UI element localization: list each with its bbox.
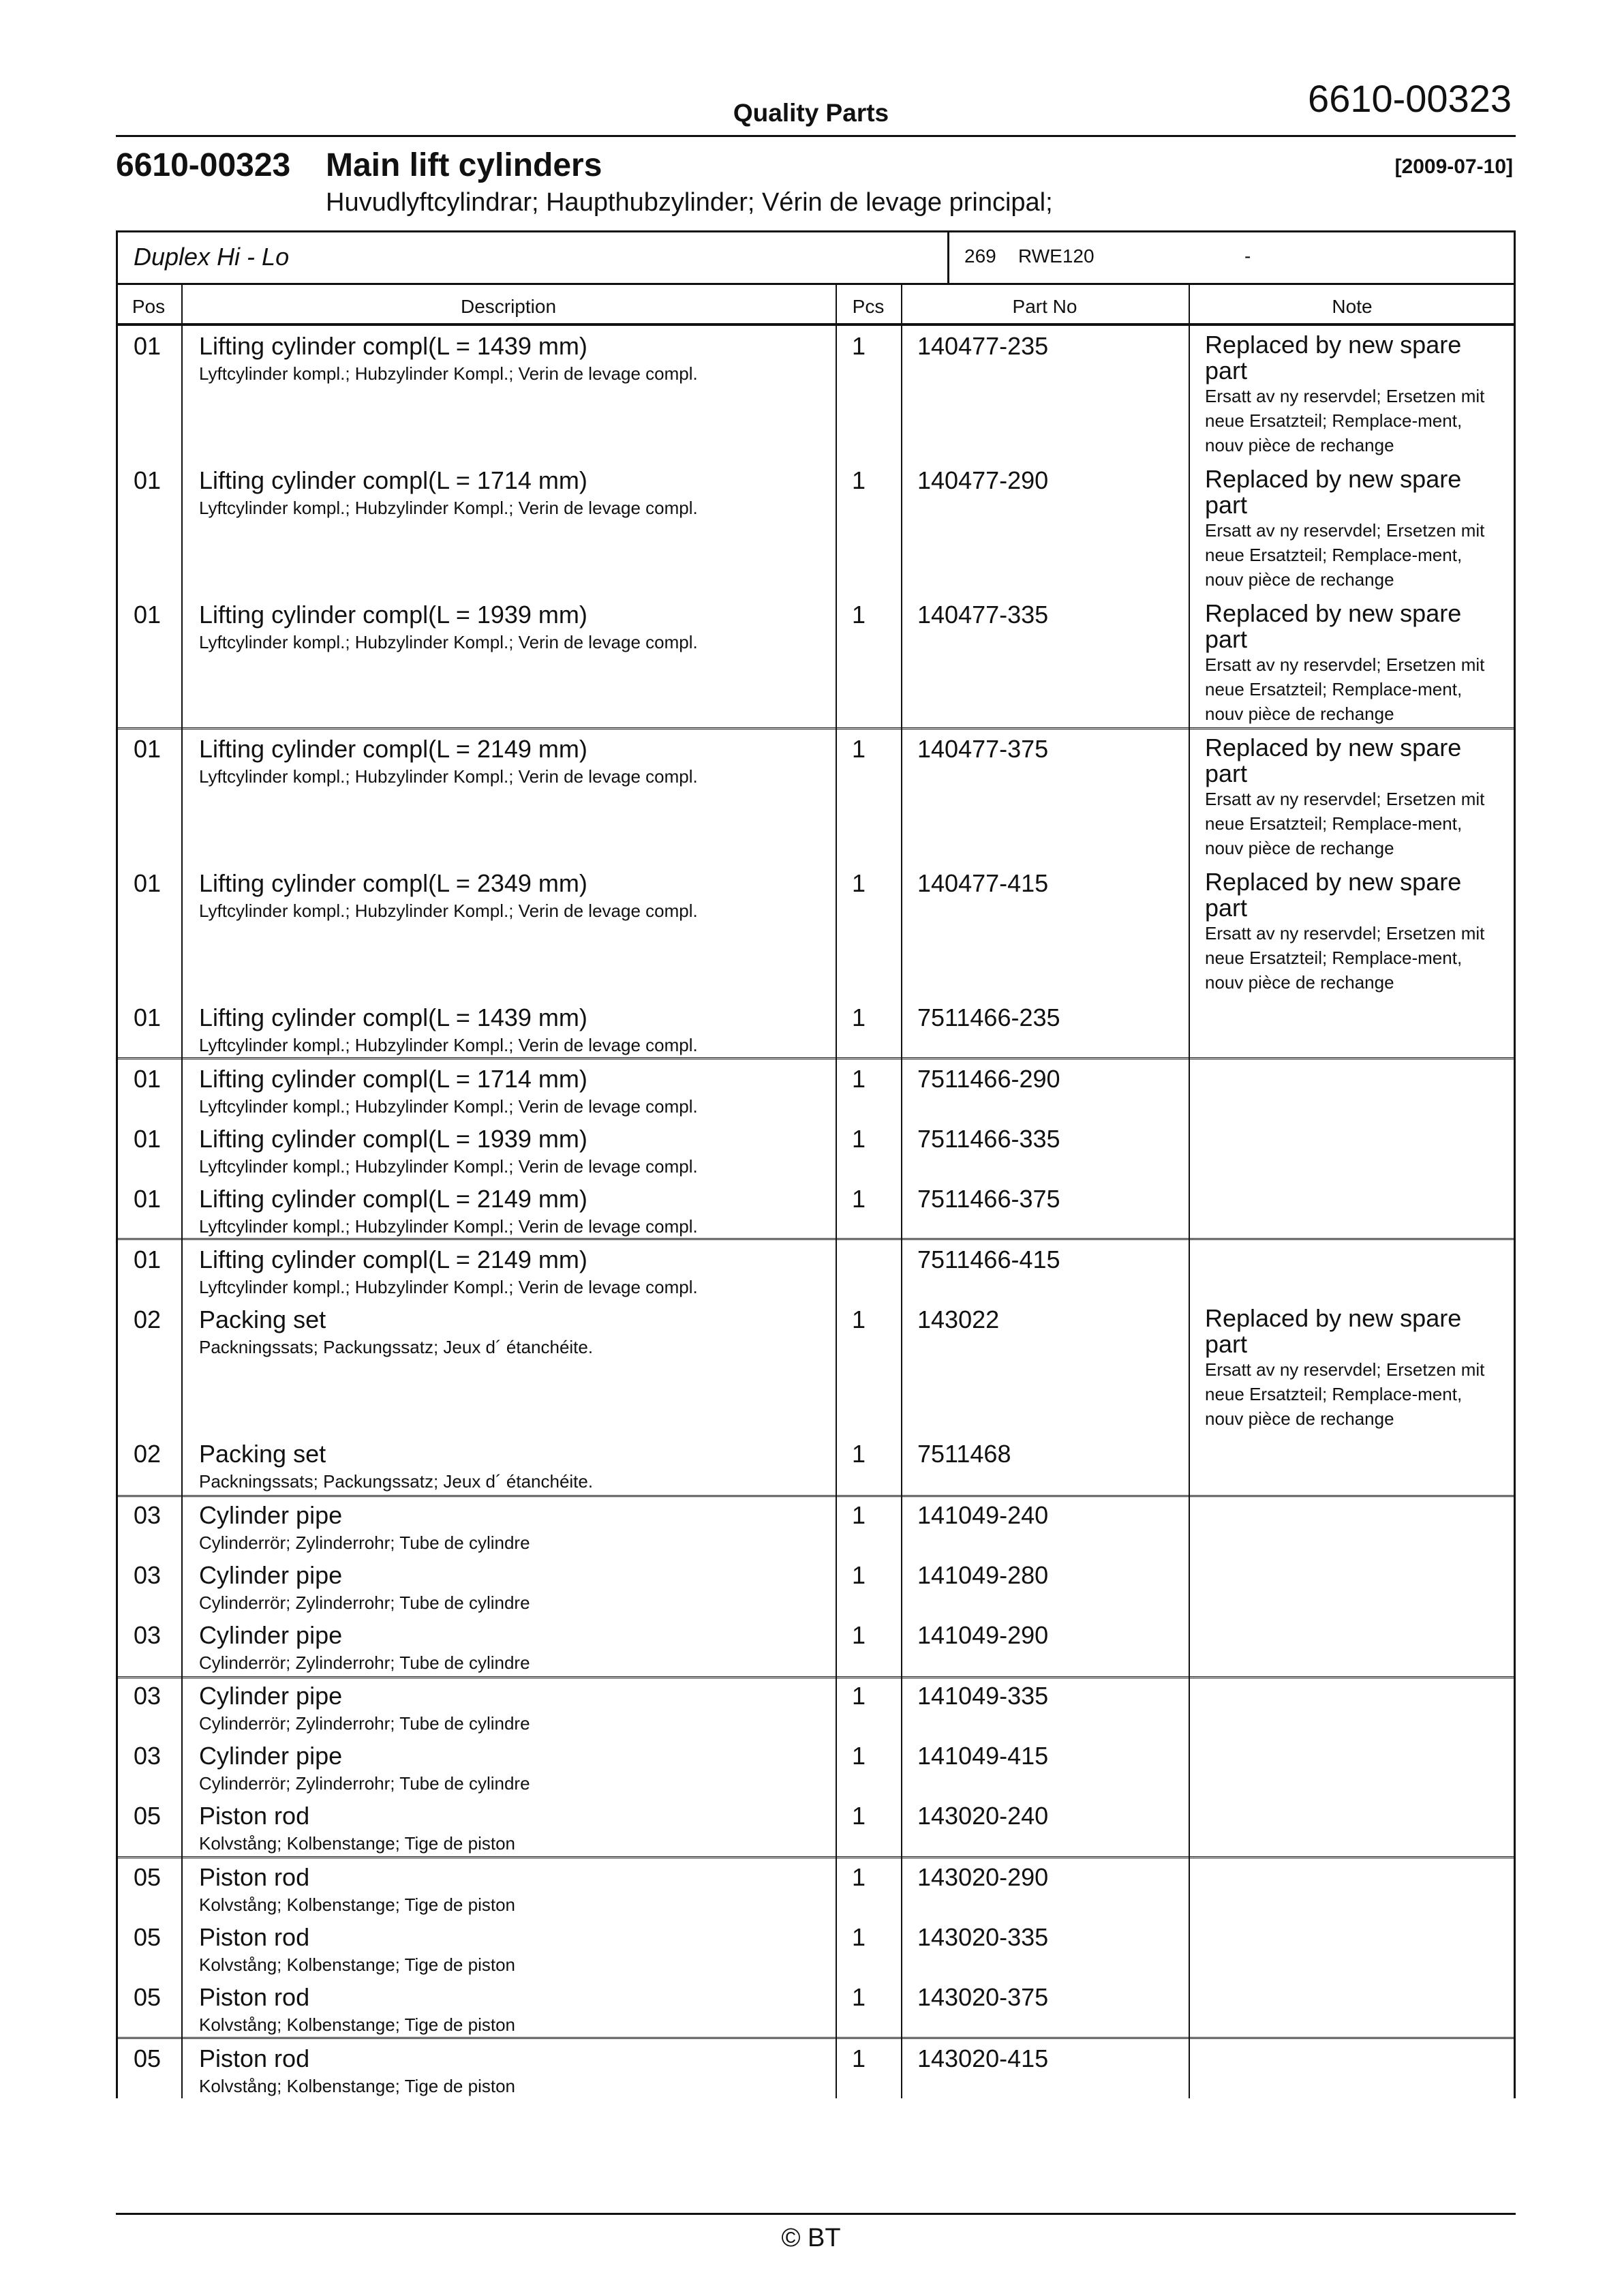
- row-part-no: 141049-415: [917, 1742, 1049, 1770]
- row-pcs: 1: [852, 1863, 866, 1891]
- row-pcs: 1: [852, 601, 866, 629]
- row-pcs: 1: [852, 1501, 866, 1529]
- group-separator: [116, 1856, 1516, 1858]
- row-description-translations: Lyftcylinder kompl.; Hubzylinder Kompl.; Verin de levage compl.: [199, 1096, 698, 1117]
- row-part-no: 140477-375: [917, 735, 1049, 763]
- row-description-translations: Kolvstång; Kolbenstange; Tige de piston: [199, 2014, 515, 2035]
- model-name: Duplex Hi - Lo: [134, 243, 290, 271]
- row-pcs: 1: [852, 1185, 866, 1213]
- row-description: Lifting cylinder compl(L = 1939 mm): [199, 601, 587, 629]
- row-part-no: 143022: [917, 1305, 1000, 1333]
- row-part-no: 140477-335: [917, 601, 1049, 629]
- row-part-no: 141049-240: [917, 1501, 1049, 1529]
- row-part-no: 7511466-335: [917, 1125, 1060, 1153]
- model-dash: -: [1244, 245, 1251, 267]
- row-description: Piston rod: [199, 1863, 310, 1891]
- row-pos: 05: [134, 1863, 162, 1891]
- row-description: Lifting cylinder compl(L = 2149 mm): [199, 735, 587, 763]
- row-note: Replaced by new spare part: [1205, 331, 1462, 384]
- row-description: Lifting cylinder compl(L = 2349 mm): [199, 869, 587, 897]
- row-note: Replaced by new spare part: [1205, 868, 1462, 922]
- row-description-translations: Packningssats; Packungssatz; Jeux d´ étanchéite.: [199, 1471, 594, 1492]
- model-type: RWE120: [1018, 245, 1095, 267]
- section-subtitle: Huvudlyftcylindrar; Haupthubzylinder; Vérin de levage principal;: [326, 188, 1053, 217]
- row-pos: 01: [134, 1065, 162, 1093]
- col-divider: [901, 285, 902, 2098]
- row-description-translations: Cylinderrör; Zylinderrohr; Tube de cylindre: [199, 1713, 530, 1734]
- row-description-translations: Lyftcylinder kompl.; Hubzylinder Kompl.; Verin de levage compl.: [199, 1277, 698, 1297]
- row-pos: 03: [134, 1742, 162, 1770]
- header-rule: [116, 135, 1516, 137]
- row-pos: 03: [134, 1561, 162, 1589]
- row-description: Lifting cylinder compl(L = 1939 mm): [199, 1125, 587, 1153]
- row-note-translations: Ersatt av ny reservdel; Ersetzen mit neue Ersatzteil; Remplace-ment, nouv pièce de rechange: [1205, 1359, 1485, 1429]
- model-code: 269: [964, 245, 996, 267]
- row-pos: 02: [134, 1440, 162, 1468]
- row-pcs: 1: [852, 1440, 866, 1468]
- row-part-no: 143020-290: [917, 1863, 1049, 1891]
- row-description-translations: Cylinderrör; Zylinderrohr; Tube de cylindre: [199, 1652, 530, 1673]
- row-description: Lifting cylinder compl(L = 1439 mm): [199, 332, 587, 360]
- row-pos: 01: [134, 466, 162, 494]
- row-part-no: 143020-415: [917, 2044, 1049, 2072]
- col-header-note: Note: [1332, 296, 1373, 317]
- row-pos: 03: [134, 1682, 162, 1710]
- row-description: Lifting cylinder compl(L = 2149 mm): [199, 1185, 587, 1213]
- group-separator: [116, 1676, 1516, 1678]
- row-pcs: 1: [852, 2044, 866, 2072]
- row-pos: 05: [134, 1802, 162, 1830]
- row-pos: 01: [134, 601, 162, 629]
- row-part-no: 141049-335: [917, 1682, 1049, 1710]
- row-description-translations: Packningssats; Packungssatz; Jeux d´ étanchéite.: [199, 1337, 594, 1357]
- row-pos: 01: [134, 1245, 162, 1273]
- row-part-no: 143020-240: [917, 1802, 1049, 1830]
- row-description-translations: Lyftcylinder kompl.; Hubzylinder Kompl.; Verin de levage compl.: [199, 1156, 698, 1177]
- row-note: Replaced by new spare part: [1205, 734, 1462, 787]
- col-header-part-no: Part No: [1012, 296, 1077, 317]
- row-part-no: 7511466-375: [917, 1185, 1060, 1213]
- col-divider: [181, 285, 183, 2098]
- group-separator: [116, 1057, 1516, 1059]
- row-note-translations: Ersatt av ny reservdel; Ersetzen mit neue Ersatzteil; Remplace-ment, nouv pièce de rechange: [1205, 386, 1485, 455]
- row-description-translations: Kolvstång; Kolbenstange; Tige de piston: [199, 2076, 515, 2096]
- footer-rule: [116, 2213, 1516, 2215]
- row-description: Cylinder pipe: [199, 1742, 343, 1770]
- row-description: Lifting cylinder compl(L = 1714 mm): [199, 1065, 587, 1093]
- row-part-no: 140477-415: [917, 869, 1049, 897]
- row-note-translations: Ersatt av ny reservdel; Ersetzen mit neue Ersatzteil; Remplace-ment, nouv pièce de rechange: [1205, 789, 1485, 858]
- row-pcs: 1: [852, 466, 866, 494]
- row-pos: 01: [134, 1185, 162, 1213]
- row-pcs: 1: [852, 1305, 866, 1333]
- row-description: Cylinder pipe: [199, 1561, 343, 1589]
- group-separator: [116, 727, 1516, 729]
- row-description: Lifting cylinder compl(L = 1439 mm): [199, 1003, 587, 1031]
- footer-copyright: © BT: [781, 2224, 841, 2252]
- row-description-translations: Lyftcylinder kompl.; Hubzylinder Kompl.; Verin de levage compl.: [199, 363, 698, 384]
- row-description-translations: Lyftcylinder kompl.; Hubzylinder Kompl.; Verin de levage compl.: [199, 632, 698, 652]
- row-note: Replaced by new spare part: [1205, 465, 1462, 519]
- row-part-no: 141049-280: [917, 1561, 1049, 1589]
- row-note-translations: Ersatt av ny reservdel; Ersetzen mit neue Ersatzteil; Remplace-ment, nouv pièce de rechange: [1205, 923, 1485, 993]
- row-pos: 03: [134, 1501, 162, 1529]
- row-description: Lifting cylinder compl(L = 1714 mm): [199, 466, 587, 494]
- row-part-no: 7511466-415: [917, 1245, 1060, 1273]
- row-description: Lifting cylinder compl(L = 2149 mm): [199, 1245, 587, 1273]
- row-description: Packing set: [199, 1305, 326, 1333]
- row-description: Cylinder pipe: [199, 1682, 343, 1710]
- row-part-no: 143020-335: [917, 1923, 1049, 1951]
- model-row: [116, 230, 1516, 285]
- row-pcs: 1: [852, 1561, 866, 1589]
- row-pcs: 1: [852, 1802, 866, 1830]
- row-pcs: 1: [852, 869, 866, 897]
- col-header-pos: Pos: [132, 296, 166, 317]
- row-pos: 03: [134, 1621, 162, 1649]
- row-description: Cylinder pipe: [199, 1621, 343, 1649]
- row-pcs: 1: [852, 1621, 866, 1649]
- group-separator: [116, 1238, 1516, 1240]
- row-part-no: 143020-375: [917, 1983, 1049, 2011]
- section-date: [2009-07-10]: [1394, 155, 1513, 178]
- row-description-translations: Lyftcylinder kompl.; Hubzylinder Kompl.; Verin de levage compl.: [199, 766, 698, 787]
- row-part-no: 141049-290: [917, 1621, 1049, 1649]
- row-description-translations: Lyftcylinder kompl.; Hubzylinder Kompl.; Verin de levage compl.: [199, 1216, 698, 1237]
- row-note: Replaced by new spare part: [1205, 1304, 1462, 1358]
- row-description-translations: Kolvstång; Kolbenstange; Tige de piston: [199, 1894, 515, 1915]
- group-separator: [116, 2037, 1516, 2039]
- row-pos: 01: [134, 1003, 162, 1031]
- row-part-no: 7511466-235: [917, 1003, 1060, 1031]
- row-part-no: 140477-290: [917, 466, 1049, 494]
- row-pos: 01: [134, 332, 162, 360]
- row-description-translations: Cylinderrör; Zylinderrohr; Tube de cylindre: [199, 1532, 530, 1553]
- col-header-description: Description: [460, 296, 557, 317]
- row-part-no: 140477-235: [917, 332, 1049, 360]
- row-description: Piston rod: [199, 1802, 310, 1830]
- col-divider: [1189, 285, 1190, 2098]
- row-pos: 01: [134, 869, 162, 897]
- row-pcs: 1: [852, 1742, 866, 1770]
- row-description-translations: Cylinderrör; Zylinderrohr; Tube de cylindre: [199, 1592, 530, 1613]
- row-pcs: 1: [852, 1682, 866, 1710]
- model-divider: [947, 230, 949, 285]
- section-title: Main lift cylinders: [326, 147, 602, 183]
- col-divider: [836, 285, 837, 2098]
- row-pcs: 1: [852, 1923, 866, 1951]
- row-description-translations: Cylinderrör; Zylinderrohr; Tube de cylindre: [199, 1773, 530, 1794]
- row-pcs: 1: [852, 735, 866, 763]
- row-description: Piston rod: [199, 2044, 310, 2072]
- row-description-translations: Lyftcylinder kompl.; Hubzylinder Kompl.; Verin de levage compl.: [199, 1035, 698, 1055]
- row-description: Cylinder pipe: [199, 1501, 343, 1529]
- row-note-translations: Ersatt av ny reservdel; Ersetzen mit neue Ersatzteil; Remplace-ment, nouv pièce de rechange: [1205, 654, 1485, 724]
- row-description: Piston rod: [199, 1923, 310, 1951]
- row-pos: 05: [134, 1983, 162, 2011]
- row-description-translations: Kolvstång; Kolbenstange; Tige de piston: [199, 1833, 515, 1854]
- row-pcs: 1: [852, 1983, 866, 2011]
- row-description-translations: Kolvstång; Kolbenstange; Tige de piston: [199, 1954, 515, 1975]
- row-pcs: 1: [852, 1003, 866, 1031]
- row-note-translations: Ersatt av ny reservdel; Ersetzen mit neue Ersatzteil; Remplace-ment, nouv pièce de rechange: [1205, 520, 1485, 590]
- col-header-pcs: Pcs: [852, 296, 885, 317]
- row-pos: 05: [134, 2044, 162, 2072]
- row-part-no: 7511466-290: [917, 1065, 1060, 1093]
- row-pcs: 1: [852, 1065, 866, 1093]
- header-doc-number: 6610-00323: [1308, 77, 1512, 120]
- row-part-no: 7511468: [917, 1440, 1011, 1468]
- row-description-translations: Lyftcylinder kompl.; Hubzylinder Kompl.; Verin de levage compl.: [199, 901, 698, 921]
- row-pos: 01: [134, 735, 162, 763]
- row-pos: 02: [134, 1305, 162, 1333]
- row-pos: 05: [134, 1923, 162, 1951]
- header-title: Quality Parts: [733, 99, 889, 127]
- row-description: Packing set: [199, 1440, 326, 1468]
- section-number: 6610-00323: [116, 147, 291, 183]
- row-description-translations: Lyftcylinder kompl.; Hubzylinder Kompl.; Verin de levage compl.: [199, 498, 698, 518]
- row-description: Piston rod: [199, 1983, 310, 2011]
- row-note: Replaced by new spare part: [1205, 599, 1462, 653]
- group-separator: [116, 1495, 1516, 1497]
- row-pos: 01: [134, 1125, 162, 1153]
- row-pcs: 1: [852, 1125, 866, 1153]
- row-pcs: 1: [852, 332, 866, 360]
